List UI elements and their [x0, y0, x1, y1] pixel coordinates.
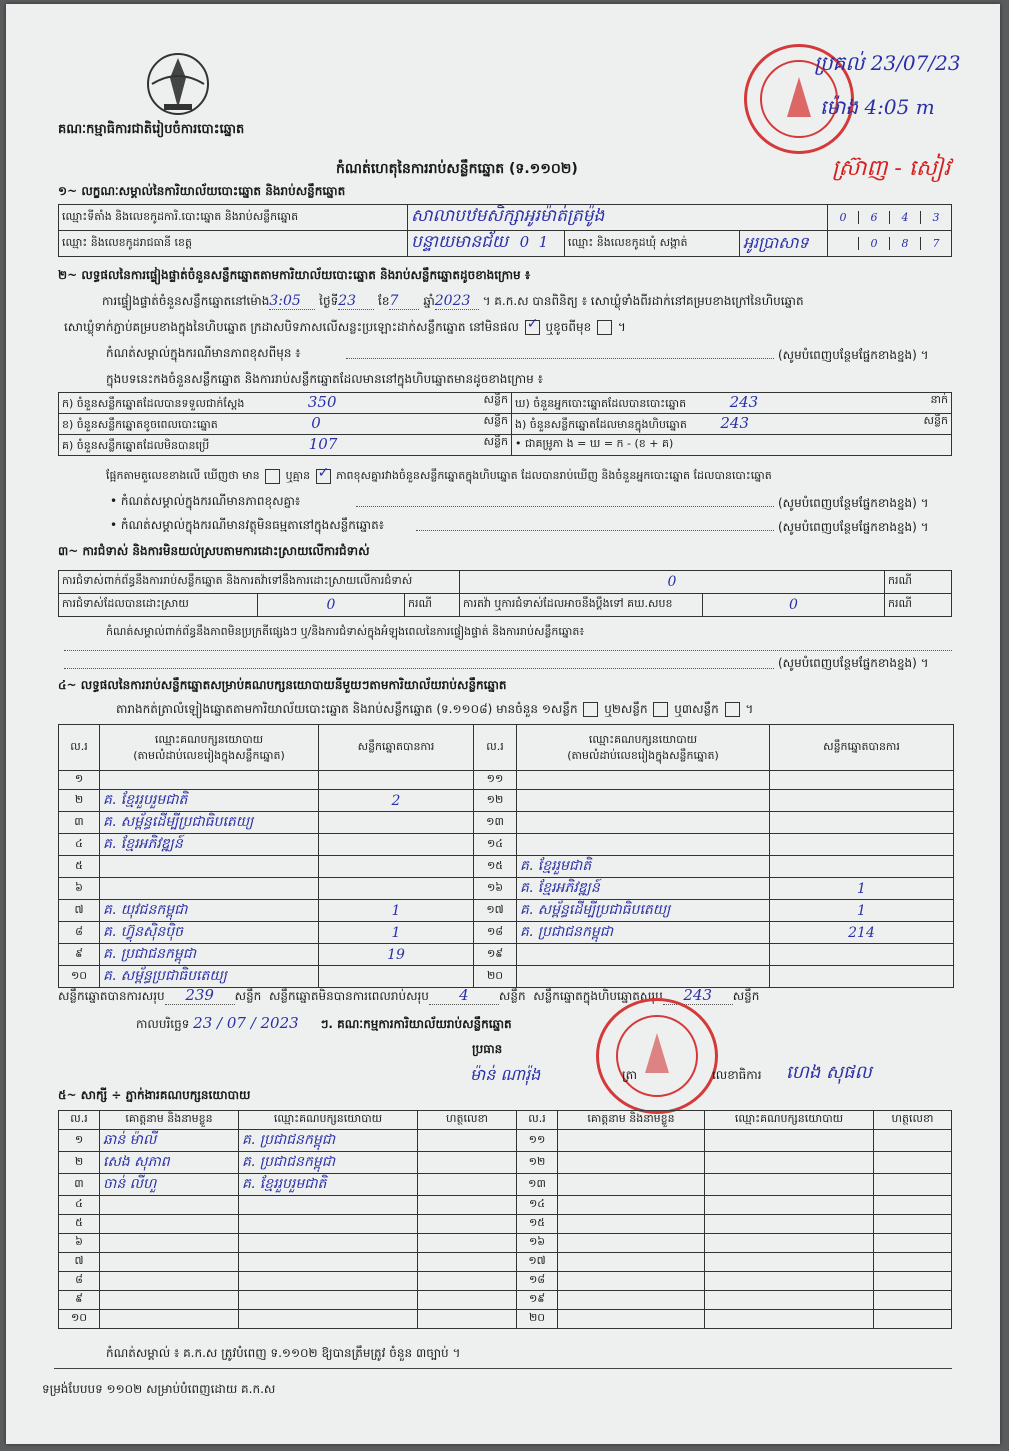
conclusion-line: ផ្អែកតាមតួលេខខាងលើ ឃើញថា មាន ឬគ្មាន ✓ ភាពខុសគ្នារវាងចំនួនសន្លឹកឆ្នោតក្នុងហិបឆ្នោត ដែលបានរាប់ឃើញ និងចំនួនអ្នកបោះឆ្នោត ដែលបានបោះឆ្នោត	[106, 468, 772, 484]
supplement-note: (សូមបំពេញបន្ថែមផ្នែកខាងខ្នង) ។	[778, 520, 929, 534]
witness-signature	[874, 1174, 952, 1196]
polling-station-label: ឈ្មោះទីតាំង និងលេខកូដការិ.បោះឆ្នោត និងរាប់សន្លឹកឆ្នោត	[59, 205, 408, 231]
witness-name	[100, 1215, 239, 1234]
ballot-count-table	[58, 392, 952, 456]
witness-name	[558, 1174, 705, 1196]
table-row	[59, 834, 954, 856]
three-sheets-checkbox[interactable]	[725, 702, 740, 717]
witness-party	[705, 1310, 874, 1329]
party-votes	[770, 856, 954, 878]
party-votes	[770, 878, 954, 900]
witness-name	[558, 1152, 705, 1174]
objection-total-label: ការជំទាស់ពាក់ព័ន្ធនឹងការរាប់សន្លឹកឆ្នោត និងការតវ៉ាទៅនឹងការដោះស្រាយលើការជំទាស់	[59, 571, 460, 594]
witness-name	[100, 1234, 239, 1253]
party-name	[517, 878, 770, 900]
row-number: ៤	[59, 834, 100, 856]
date-value: 23 / 07 / 2023	[193, 1014, 299, 1032]
party-col-header: ឈ្មោះគណបក្សនយោបាយ (តាមលំដាប់លេខរៀងក្នុងសន្លឹកឆ្នោត)	[517, 725, 770, 771]
party-name	[517, 922, 770, 944]
witness-signature	[418, 1272, 517, 1291]
row-number: ១៨	[474, 922, 517, 944]
verification-line: ការផ្ទៀងផ្ទាត់ចំនួនសន្លឹកឆ្នោតនៅម៉ោង3:05 ថ្ងៃទី23 ខែ7 ឆ្នាំ2023 ។ គ.ក.ស បានពិនិត្យ ៖ សោឃ្លុំទាំងពីរដាក់នៅគម្របខាងក្រៅនៃហិបឆ្នោត	[102, 293, 804, 309]
row-number: ១	[59, 1130, 100, 1152]
form-note: កំណត់សម្គាល់ ៖ គ.ក.ស ត្រូវបំពេញ ទ.១១០២ ឱ្យបានត្រឹមត្រូវ ចំនួន ៣ច្បាប់ ។	[106, 1346, 461, 1360]
party-votes	[770, 922, 954, 944]
date-line: កាលបរិច្ឆេទ 23 / 07 / 2023 ៗ. គណៈកម្មការការិយាល័យរាប់សន្លឹកឆ្នោត	[136, 1014, 512, 1032]
ballots-unused-row: គ) ចំនួនសន្លឹកឆ្នោតដែលមិនបានប្រើ 107 សន្លឹក	[59, 435, 512, 456]
witness-party	[239, 1310, 418, 1329]
party-name	[517, 834, 770, 856]
witness-signature	[874, 1310, 952, 1329]
row-number: ១២	[517, 1152, 558, 1174]
witness-party	[705, 1174, 874, 1196]
row-number: ១៥	[517, 1215, 558, 1234]
row-number: ១១	[474, 771, 517, 790]
commune-cell	[740, 231, 828, 257]
row-number: ១៥	[474, 856, 517, 878]
party-votes	[319, 944, 474, 966]
commune-code: 0 8 7	[828, 231, 952, 257]
witness-name	[558, 1253, 705, 1272]
committee-name: គណៈកម្មាធិការជាតិរៀបចំការបោះឆ្នោត	[58, 122, 245, 137]
witness-signature	[874, 1291, 952, 1310]
witness-signature	[418, 1174, 517, 1196]
ballots-in-box-row: ង) ចំនួនសន្លឹកឆ្នោតដែលមានក្នុងហិបឆ្នោត 243 សន្លឹក	[512, 414, 952, 435]
witness-signature	[418, 1310, 517, 1329]
table-row	[59, 1215, 952, 1234]
handwritten-receiver-name: ស្រ៊ាញ - សៀវ	[832, 156, 951, 181]
province-label: ឈ្មោះ និងលេខកូដរាជធានី ខេត្ត	[59, 231, 408, 257]
witness-party	[705, 1234, 874, 1253]
row-number: ៨	[59, 922, 100, 944]
witness-name-value: ចាន់ លីហួ	[103, 1176, 157, 1192]
party-name	[100, 878, 319, 900]
difference-note-label: កំណត់សម្គាល់ក្នុងករណីមានភាពខុសពីមុន ៖	[106, 346, 301, 360]
witness-signature	[874, 1215, 952, 1234]
witness-signature	[874, 1234, 952, 1253]
stamp-seal-icon	[599, 1001, 715, 1111]
dotted-line	[346, 358, 774, 359]
total-invalid-value: 4	[459, 986, 469, 1004]
party-name-value: គ. ខ្មែរអភិវឌ្ឍន៍	[520, 880, 600, 896]
witness-signature	[874, 1130, 952, 1152]
party-name	[100, 790, 319, 812]
total-valid-value: 239	[185, 986, 214, 1004]
supplement-note: (សូមបំពេញបន្ថែមផ្នែកខាងខ្នង) ។	[778, 656, 929, 670]
row-number: ១០	[59, 1310, 100, 1329]
polling-station-code: 0 6 4 3	[828, 205, 952, 231]
party-name	[100, 834, 319, 856]
table-row	[59, 1174, 952, 1196]
secretary-signature: ហេង សុផល	[786, 1062, 872, 1083]
witness-name	[558, 1196, 705, 1215]
table-row	[59, 1130, 952, 1152]
row-number: ៨	[59, 1272, 100, 1291]
party-votes	[770, 944, 954, 966]
form-sheet	[6, 4, 1000, 1444]
row-number: ១៣	[474, 812, 517, 834]
appeal-value: 0	[789, 597, 798, 613]
section1-table	[58, 204, 952, 257]
voters-row: ឃ) ចំនួនអ្នកបោះឆ្នោតដែលបានបោះឆ្នោត 243 នាក់	[512, 393, 952, 414]
party-name	[517, 966, 770, 988]
two-sheets-checkbox[interactable]	[653, 702, 668, 717]
row-number: ៣	[59, 1174, 100, 1196]
row-number: ៧	[59, 900, 100, 922]
party-name	[517, 944, 770, 966]
witness-party	[705, 1130, 874, 1152]
row-number: ១៧	[474, 900, 517, 922]
witness-name	[100, 1130, 239, 1152]
party-name-value: គ. សម្ព័ន្ធដើម្បីប្រជាធិបតេយ្យ	[103, 814, 254, 830]
party-votes	[319, 966, 474, 988]
dotted-line	[416, 530, 774, 531]
table-row	[59, 790, 954, 812]
party-votes	[770, 790, 954, 812]
party-votes	[319, 834, 474, 856]
objection-total-value: 0	[667, 574, 677, 590]
witness-party	[239, 1253, 418, 1272]
damaged-checkbox[interactable]	[597, 320, 612, 335]
witness-party	[239, 1196, 418, 1215]
row-number: ១២	[474, 790, 517, 812]
no-difference-checkbox[interactable]	[316, 469, 331, 484]
formula-row: • ជាគម្រូភា ង = ឃ = ក - (ខ + គ)	[512, 435, 952, 456]
witness-party	[239, 1272, 418, 1291]
counting-intro: ក្នុងបទនេះកងចំនួនសន្លឹកឆ្នោត និងការរាប់សន្លឹកឆ្នោតដែលមាននៅក្នុងហិបឆ្នោតមានដូចខាងក្រោម ៖	[106, 372, 543, 386]
witness-name	[100, 1152, 239, 1174]
witness-party	[705, 1253, 874, 1272]
province-name: បន្ទាយមានជ័យ	[411, 232, 509, 252]
witness-signature	[418, 1196, 517, 1215]
unusual-item-bullet: • កំណត់សម្គាល់ក្នុងករណីមានវត្ថុមិនធម្មតានៅក្នុងសន្លឹកឆ្នោត៖	[110, 518, 384, 532]
ballots-spoiled-value: 0	[311, 414, 321, 432]
party-votes	[770, 812, 954, 834]
commune-label: ឈ្មោះ និងលេខកូដឃុំ សង្កាត់	[565, 231, 740, 257]
intact-checkbox[interactable]	[525, 320, 540, 335]
witness-signature	[418, 1130, 517, 1152]
witness-party	[705, 1215, 874, 1234]
witness-party	[239, 1130, 418, 1152]
row-number: ១	[59, 771, 100, 790]
witness-name	[558, 1130, 705, 1152]
verification-month: 7	[389, 293, 399, 309]
row-number: ៥	[59, 856, 100, 878]
table-row	[59, 771, 954, 790]
table-row	[59, 856, 954, 878]
party-votes-value: 214	[848, 924, 875, 941]
party-name	[100, 966, 319, 988]
table-row	[59, 1272, 952, 1291]
irregularity-note: កំណត់សម្គាល់ពាក់ព័ន្ធនឹងភាពមិនប្រក្រតីផ្សេងៗ ឬ/និងការជំទាស់ក្នុងអំឡុងពេលនៃការផ្ទៀងផ្ទាត់ និងការរាប់សន្លឹកឆ្នោត៖	[106, 625, 585, 638]
section4-title: ៤~ លទ្ធផលនៃការរាប់សន្លឹកឆ្នោតសម្រាប់គណបក្សនយោបាយនីមួយៗតាមការិយាល័យរាប់សន្លឹកឆ្នោត	[58, 678, 507, 692]
witness-name	[558, 1272, 705, 1291]
party-name	[517, 812, 770, 834]
party-name	[517, 900, 770, 922]
party-votes	[319, 856, 474, 878]
witness-name	[100, 1174, 239, 1196]
witness-party	[705, 1152, 874, 1174]
party-name-value: គ. យុវជនកម្ពុជា	[103, 902, 188, 918]
party-name-value: គ. ខ្មែររួបរួមជាតិ	[103, 792, 188, 808]
table-row	[59, 812, 954, 834]
witness-signature	[418, 1234, 517, 1253]
tally-sheet-line: តារាងកត់ត្រាលំឡៀងឆ្នោតតាមការិយាល័យបោះឆ្នោត និងរាប់សន្លឹកឆ្នោត (ទ.១១០៨) មានចំនួន ១សន្លឹក ឬ២សន្លឹក ឬ៣សន្លឹក ។	[116, 702, 754, 716]
party-name	[100, 944, 319, 966]
party-name	[100, 812, 319, 834]
table-row	[59, 966, 954, 988]
dotted-line	[64, 650, 952, 651]
witness-party	[705, 1291, 874, 1310]
witness-name	[100, 1196, 239, 1215]
handwritten-receipt-date: ប្រគល់ 23/07/23	[814, 51, 961, 75]
party-name-value: គ. ប្រជាជនកម្ពុជា	[520, 924, 614, 940]
commune-name: អូរប្រាសាទ	[743, 232, 809, 252]
party-name-value: គ. ប្រជាជនកម្ពុជា	[103, 946, 197, 962]
row-number: ២	[59, 790, 100, 812]
witness-signature	[418, 1291, 517, 1310]
witness-signature	[874, 1253, 952, 1272]
party-votes-value: 1	[857, 902, 866, 919]
row-number: ៧	[59, 1253, 100, 1272]
difference-bullet: • កំណត់សម្គាល់ក្នុងករណីមានភាពខុសគ្នា៖	[110, 494, 301, 508]
party-name-value: គ. សម្ព័ន្ធដើម្បីប្រជាធិបតេយ្យ	[520, 902, 671, 918]
witness-name	[100, 1253, 239, 1272]
row-number: ៦	[59, 1234, 100, 1253]
official-stamp-bottom	[596, 998, 718, 1114]
voters-value: 243	[729, 393, 759, 411]
party-votes	[770, 834, 954, 856]
footer-divider	[54, 1368, 952, 1369]
row-number: ២០	[474, 966, 517, 988]
witness-party	[239, 1152, 418, 1174]
ballots-in-box-value: 243	[720, 414, 750, 432]
table-row	[59, 1152, 952, 1174]
witness-name	[100, 1310, 239, 1329]
witness-party	[239, 1215, 418, 1234]
seal-check-line: សោឃ្លុំទាក់ភ្ជាប់គម្របខាងក្នុងនៃហិបឆ្នោត ក្រដាសបិទភាសលើសន្លះប្រឡោះដាក់សន្លឹកឆ្នោត នៅមិនផល ✓ ឬខូចពីមុខ ។	[64, 320, 626, 335]
party-votes	[319, 790, 474, 812]
form-footer: ទម្រង់បែបបទ ១១០២ សម្រាប់បំពេញដោយ គ.ក.ស	[42, 1382, 276, 1396]
row-number: ៩	[59, 1291, 100, 1310]
witness-party	[239, 1174, 418, 1196]
party-votes	[319, 922, 474, 944]
witness-name	[100, 1291, 239, 1310]
witness-party-value: គ. ខ្មែររួបរួមជាតិ	[242, 1176, 327, 1192]
objection-resolved-label: ការជំទាស់ដែលបានដោះស្រាយ	[59, 594, 258, 617]
party-name	[100, 856, 319, 878]
row-number: ៤	[59, 1196, 100, 1215]
has-difference-checkbox[interactable]	[265, 469, 280, 484]
one-sheet-checkbox[interactable]	[583, 702, 598, 717]
party-votes	[770, 900, 954, 922]
witness-party-value: គ. ប្រជាជនកម្ពុជា	[242, 1132, 336, 1148]
witness-party	[239, 1291, 418, 1310]
objection-table: ការជំទាស់ពាក់ព័ន្ធនឹងការរាប់សន្លឹកឆ្នោត និងការតវ៉ាទៅនឹងការដោះស្រាយលើការជំទាស់ 0 ករណី ការជំទាស់ដែលបានដោះស្រាយ 0 ករណី ការតវ៉ា ឬការជំទាស់ដែលអាចនឹងប្តឹងទៅ គឃ.សបខ 0 ករណី	[58, 570, 952, 617]
party-name	[517, 771, 770, 790]
polling-station-name: សាលាបឋមសិក្សាអូរម៉ាត់ត្រម៉ូង	[411, 206, 605, 226]
verification-year: 2023	[434, 293, 471, 309]
total-box-value: 243	[683, 986, 713, 1004]
table-row	[59, 922, 954, 944]
party-votes-value: 1	[857, 880, 866, 897]
row-number: ១៤	[474, 834, 517, 856]
row-number: ១១	[517, 1130, 558, 1152]
chair-label: ប្រធាន	[472, 1042, 503, 1056]
table-row	[59, 1291, 952, 1310]
form-title: កំណត់ហេតុនៃការរាប់សន្លឹកឆ្នោត (ទ.១១០២)	[336, 161, 578, 177]
party-name	[100, 771, 319, 790]
party-name-value: គ. ហ៊្វុនស៊ិនប៉ិច	[103, 924, 183, 940]
witness-party	[705, 1272, 874, 1291]
row-number: ៣	[59, 812, 100, 834]
row-number: ១០	[59, 966, 100, 988]
witness-signature	[874, 1196, 952, 1215]
ballots-received-value: 350	[307, 393, 337, 411]
witness-party	[705, 1196, 874, 1215]
party-votes-value: 1	[391, 902, 401, 919]
witness-signature	[874, 1152, 952, 1174]
row-number: ៩	[59, 944, 100, 966]
witness-signature	[418, 1215, 517, 1234]
witness-signature	[418, 1253, 517, 1272]
witness-name	[558, 1234, 705, 1253]
section5-title: ៥~ សាក្សី ÷ ភ្នាក់ងារគណបក្សនយោបាយ	[58, 1088, 251, 1102]
appeal-label: ការតវ៉ា ឬការជំទាស់ដែលអាចនឹងប្តឹងទៅ គឃ.សបខ	[460, 594, 703, 617]
row-number: ១៩	[474, 944, 517, 966]
secretary-label: លេខាធិការ	[712, 1068, 762, 1082]
row-number: ២០	[517, 1310, 558, 1329]
witness-signature	[874, 1272, 952, 1291]
supplement-note: (សូមបំពេញបន្ថែមផ្នែកខាងខ្នង) ។	[778, 496, 929, 510]
row-number: ១៨	[517, 1272, 558, 1291]
dotted-line	[64, 668, 774, 669]
witness-name	[558, 1291, 705, 1310]
party-name-value: គ. ខ្មែររួមជាតិ	[520, 858, 592, 874]
party-results-table: ល.រ ឈ្មោះគណបក្សនយោបាយ (តាមលំដាប់លេខរៀងក្នុងសន្លឹកឆ្នោត) សន្លឹកឆ្នោតបានការ ល.រ ឈ្មោះគណបក្សនយោបាយ (តាមលំដាប់លេខរៀងក្នុងសន្លឹកឆ្នោត) សន្លឹកឆ្នោតបានការ ១ ១១ ២ គ. ខ្មែររួបរួមជាតិ 2 ១២ ៣ គ. សម្ព័ន្ធដើម្បីប្រជាធិបតេយ្យ ១៣ ៤ គ. ខ្មែរអភិវឌ្ឍន៍ ១៤ ៥ ១៥ គ. ខ្មែររួមជាតិ ៦ ១៦ គ. ខ្មែរអភិវឌ្ឍន៍ 1 ៧ គ. យុវជនកម្ពុជា 1 ១៧ គ. សម្ព័ន្ធដើម្បីប្រជាធិបតេយ្យ 1 ៨ គ. ហ៊្វុនស៊ិនប៉ិច 1 ១៨ គ. ប្រជាជនកម្ពុជា 214 ៩ គ. ប្រជាជនកម្ពុជា 19 ១៩ ១០ គ. សម្ព័ន្ធប្រជាធិបតេយ្យ ២០	[58, 724, 954, 988]
party-col-header: ឈ្មោះគណបក្សនយោបាយ (តាមលំដាប់លេខរៀងក្នុងសន្លឹកឆ្នោត)	[100, 725, 319, 771]
ballots-spoiled-row: ខ) ចំនួនសន្លឹកឆ្នោតខូចពេលបោះឆ្នោត 0 សន្លឹក	[59, 414, 512, 435]
objection-resolved-value: 0	[326, 597, 336, 613]
nec-emblem-icon	[138, 48, 218, 118]
party-name	[100, 922, 319, 944]
witness-name-value: សេង សុភាព	[103, 1154, 170, 1170]
row-number: ៦	[59, 878, 100, 900]
party-votes	[319, 878, 474, 900]
section1-title: ១~ លក្ខណៈសម្គាល់នៃការិយាល័យបោះឆ្នោត និងរាប់សន្លឹកឆ្នោត	[58, 184, 346, 198]
verification-day: 23	[338, 293, 357, 309]
witness-name	[558, 1310, 705, 1329]
table-row	[59, 944, 954, 966]
party-votes	[319, 771, 474, 790]
party-votes	[770, 771, 954, 790]
table-row	[59, 1310, 952, 1329]
row-number: ១៧	[517, 1253, 558, 1272]
party-name	[517, 856, 770, 878]
row-number: ១៩	[517, 1291, 558, 1310]
row-number: ៥	[59, 1215, 100, 1234]
witness-signature	[418, 1152, 517, 1174]
verification-time: 3:05	[269, 293, 301, 309]
party-votes	[319, 900, 474, 922]
row-number: ១៦	[517, 1234, 558, 1253]
witness-name-value: ឆាន់ ម៉ាលី	[103, 1132, 157, 1148]
party-name-value: គ. ខ្មែរអភិវឌ្ឍន៍	[103, 836, 183, 852]
party-votes-value: 1	[391, 924, 401, 941]
party-name	[517, 790, 770, 812]
witness-table: ល.រ គោត្តនាម និងនាមខ្លួន ឈ្មោះគណបក្សនយោបាយ ហត្ថលេខា ល.រ គោត្តនាម និងនាមខ្លួន ឈ្មោះគណបក្សនយោបាយ ហត្ថលេខា ១ ឆាន់ ម៉ាលី គ. ប្រជាជនកម្ពុជា ១១ ២ សេង សុភាព គ. ប្រជាជនកម្ពុជា ១២ ៣ ចាន់ លីហួ គ. ខ្មែររួបរួមជាតិ ១៣ ៤ ១៤ ៥ ១៥ ៦ ១៦ ៧ ១៧ ៨ ១៨ ៩ ១៩ ១០ ២០	[58, 1110, 952, 1329]
row-number: ១៦	[474, 878, 517, 900]
table-row	[59, 1253, 952, 1272]
section2-title: ២~ លទ្ធផលនៃការផ្ទៀងផ្ទាត់ចំនួនសន្លឹកឆ្នោតតាមការិយាល័យបោះឆ្នោត និងរាប់សន្លឹកឆ្នោតដូចខាងក្រោម ៖	[58, 268, 531, 282]
party-votes-value: 2	[391, 792, 401, 809]
row-number: ១៣	[517, 1174, 558, 1196]
totals-line: សន្លឹកឆ្នោតបានការសរុប 239 សន្លឹក សន្លឹកឆ្នោតមិនបានការពេលរាប់សរុប 4 សន្លឹក សន្លឹកឆ្នោតក្នុងហិបឆ្នោតសរុប 243 សន្លឹក	[58, 986, 760, 1004]
dotted-line	[356, 506, 774, 507]
ballots-unused-value: 107	[308, 435, 338, 453]
party-name	[100, 900, 319, 922]
handwritten-receipt-time: ម៉ោង 4:05 m	[820, 95, 935, 119]
witness-name	[100, 1272, 239, 1291]
witness-name	[558, 1215, 705, 1234]
ballots-received-row: ក) ចំនួនសន្លឹកឆ្នោតដែលបានទទួលជាក់ស្តែង 350 សន្លឹក	[59, 393, 512, 414]
section3-title: ៣~ ការជំទាស់ និងការមិនយល់ស្របតាមការដោះស្រាយលើការជំទាស់	[58, 544, 370, 558]
table-row	[59, 1196, 952, 1215]
polling-station-cell	[408, 205, 828, 231]
chair-signature: ម៉ាន់ ណារ៉ុង	[470, 1065, 541, 1084]
row-number: ១៤	[517, 1196, 558, 1215]
party-votes-value: 19	[387, 946, 405, 963]
seal-label: ត្រា	[622, 1068, 637, 1082]
province-cell: បន្ទាយមានជ័យ 0 1	[408, 231, 565, 257]
table-row	[59, 878, 954, 900]
table-row	[59, 900, 954, 922]
party-votes	[770, 966, 954, 988]
witness-party-value: គ. ប្រជាជនកម្ពុជា	[242, 1154, 336, 1170]
party-name-value: គ. សម្ព័ន្ធប្រជាធិបតេយ្យ	[103, 968, 227, 984]
witness-party	[239, 1234, 418, 1253]
row-number: ២	[59, 1152, 100, 1174]
party-votes	[319, 812, 474, 834]
table-row	[59, 1234, 952, 1253]
supplement-note: (សូមបំពេញបន្ថែមផ្នែកខាងខ្នង) ។	[778, 348, 929, 362]
